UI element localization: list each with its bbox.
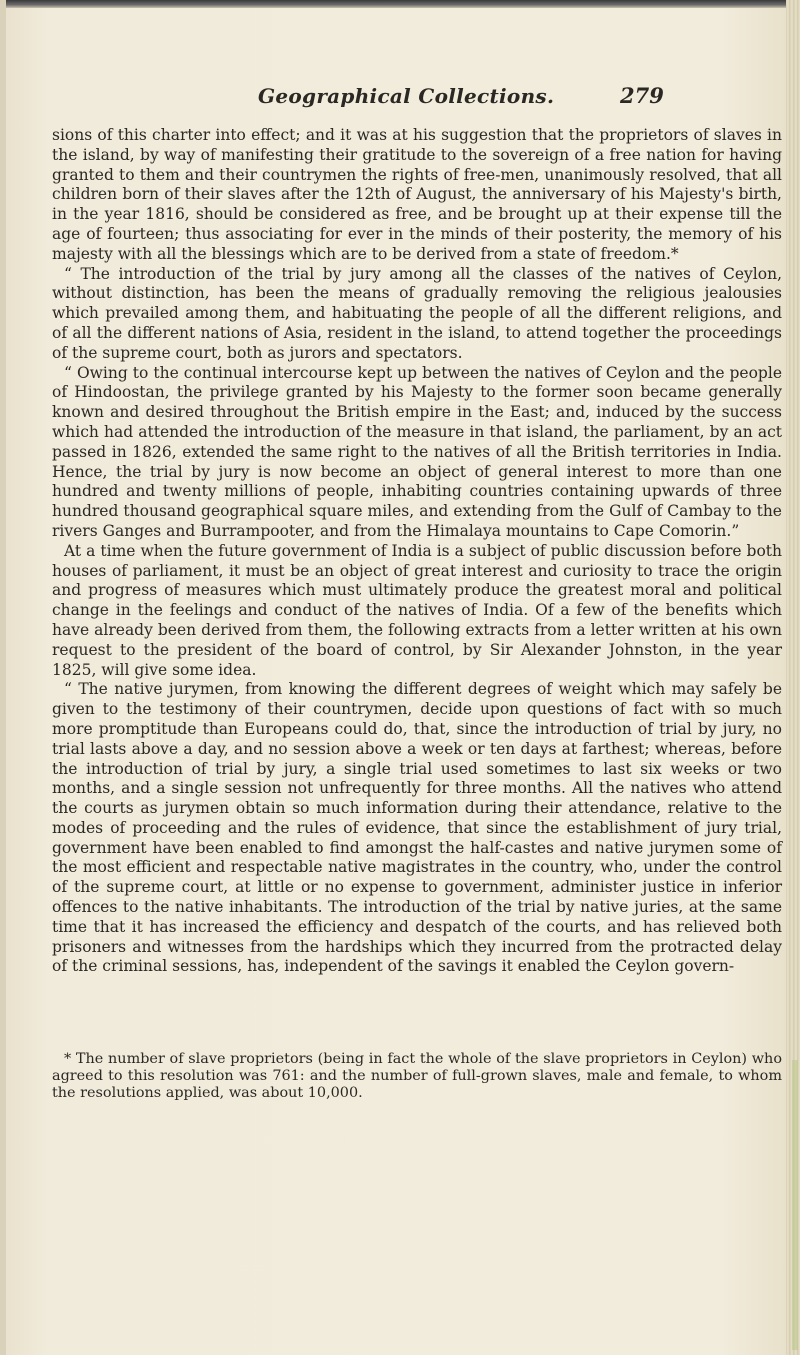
top-binding-edge <box>0 0 800 8</box>
right-page-edge <box>786 0 800 1355</box>
page-header <box>0 84 800 114</box>
paragraph: “ Owing to the continual intercourse kept up between the natives of Ceylon and the people of Hindoostan, the privilege granted by his Majesty to the former soon became generally known and desired throughout the British empire in the East; and, induced by the success which had attended the introduction of the measure in that island, the parliament, by an act passed in 1826, extended the same right to the natives of all the British territories in India. Hence, the trial by jury is now become an object of general interest to more than one hundred and twenty millions of people, inhabiting countries containing upwards of three hundred thousand geographical square miles, and extending from the Gulf of Cambay to the rivers Ganges and Burrampooter, and from the Himalaya mountains to Cape Comorin.” <box>52 363 782 540</box>
edge-stain <box>792 1060 798 1350</box>
paragraph: “ The native jurymen, from knowing the different degrees of weight which may safely be given to the testimony of their countrymen, decide upon questions of fact with so much more promptitude than Europeans could do, that, since the introduction of trial by jury, no trial lasts above a day, and no session above a week or ten days at farthest; whereas, before the introduction of trial by jury, a single trial used sometimes to last six weeks or two months, and a single session not unfrequently for three months. All the natives who attend the courts as jurymen obtain so much information during their attendance, relative to the modes of proceeding and the rules of evidence, that since the establishment of jury trial, government have been enabled to find amongst the half-castes and native jurymen some of the most efficient and respectable native magistrates in the country, who, under the control of the supreme court, at little or no expense to government, administer justice in inferior offences to the native inhabitants. The introduction of the trial by native juries, at the same time that it has increased the efficiency and despatch of the courts, and has relieved both prisoners and witnesses from the hardships which they incurred from the protracted delay of the criminal sessions, has, independent of the savings it enabled the Ceylon govern- <box>52 680 782 976</box>
paragraph: sions of this charter into effect; and it was at his suggestion that the proprietors of slaves in the island, by way of manifesting their gratitude to the sovereign of a free nation for having granted to them and their countrymen the rights of free-men, unanimously resolved, that all children born of their slaves after the 12th of August, the anniversary of his Majesty's birth, in the year 1816, should be considered as free, and be brought up at their expense till the age of fourteen; thus associating for ever in the minds of their posterity, the memory of his majesty with all the blessings which are to be derived from a state of freedom.* <box>52 126 782 263</box>
left-page-edge <box>0 0 6 1355</box>
paragraph: At a time when the future government of India is a subject of public discussion before both houses of parliament, it must be an object of great interest and curiosity to trace the origin and progress of measures which must ultimately produce the greatest moral and political change in the feelings and conduct of the natives of India. Of a few of the benefits which have already been derived from them, the following extracts from a letter written at his own request to the president of the board of control, by Sir Alexander Johnston, in the year 1825, will give some idea. <box>52 541 782 679</box>
footnote-text: * The number of slave proprietors (being in fact the whole of the slave proprietors in Ceylon) who agreed to this resolution was 761: and the number of full-grown slaves, male and female, to whom the resolutions applied, was about 10,000. <box>52 1051 782 1102</box>
paragraph: “ The introduction of the trial by jury among all the classes of the natives of Ceylon, without distinction, has been the means of gradually removing the religious jealousies which prevailed among them, and habituating the people of all the different religions, and of all the different nations of Asia, resident in the island, to attend together the proceedings of the supreme court, both as jurors and spectators. <box>52 264 782 362</box>
body-text <box>52 126 782 977</box>
footnote <box>52 1051 782 1103</box>
running-title: Geographical Collections. <box>258 84 555 108</box>
page-number: 279 <box>620 83 664 108</box>
